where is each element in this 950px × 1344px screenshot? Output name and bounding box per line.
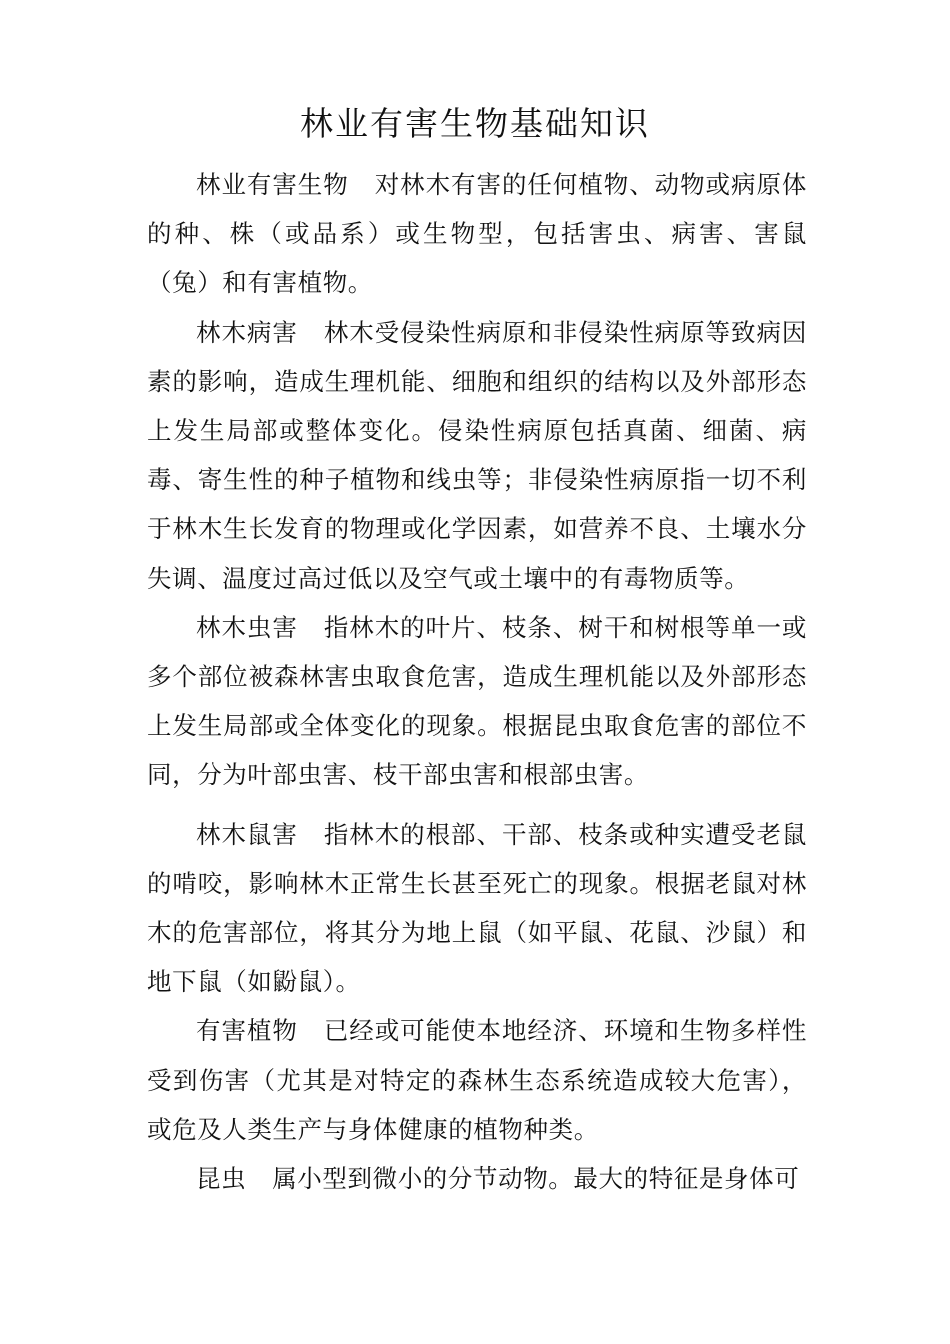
paragraph-harmful-plants [147,1006,807,1154]
definition-insects: 属小型到微小的分节动物。最大的特征是身体可 [272,1164,800,1194]
definition-forestry-pests: 对林木有害的任何植物、动物或病原体的种、株（或品系）或生物型，包括害虫、病害、害鼠（兔）和有害植物。 [147,170,807,298]
document-title: 林业有害生物基础知识 [300,104,650,143]
paragraph-insects [147,1154,807,1203]
document-body [147,160,807,1203]
definition-tree-insect-damage: 指林木的叶片、枝条、树干和树根等单一或多个部位被森林害虫取食危害，造成生理机能以及外部形态上发生局部或全体变化的现象。根据昆虫取食危害的部位不同，分为叶部虫害、枝干部虫害和根部虫害。 [147,612,808,790]
term-forestry-pests: 林业有害生物 [196,170,349,199]
term-insects: 昆虫 [196,1164,247,1194]
paragraph-tree-insect-damage [147,603,807,800]
paragraph-tree-diseases [147,308,807,603]
definition-tree-rodent-damage: 指林木的根部、干部、枝条或种实遭受老鼠的啃咬，影响林木正常生长甚至死亡的现象。根据老鼠对林木的危害部位，将其分为地上鼠（如平鼠、花鼠、沙鼠）和地下鼠（如鼢鼠）。 [147,819,808,997]
term-tree-rodent-damage: 林木鼠害 [196,819,298,849]
term-tree-insect-damage: 林木虫害 [196,612,298,642]
paragraph-tree-rodent-damage [147,810,807,1007]
definition-harmful-plants: 已经或可能使本地经济、环境和生物多样性受到伤害（尤其是对特定的森林生态系统造成较大危害），或危及人类生产与身体健康的植物种类。 [147,1016,808,1144]
term-tree-diseases: 林木病害 [196,317,298,347]
definition-tree-diseases: 林木受侵染性病原和非侵染性病原等致病因素的影响，造成生理机能、细胞和组织的结构以及外部形态上发生局部或整体变化。侵染性病原包括真菌、细菌、病毒、寄生性的种子植物和线虫等；非侵染性病原指一切不利于林木生长发育的物理或化学因素，如营养不良、土壤水分失调、温度过高过低以及空气或土壤中的有毒物质等。 [147,317,808,593]
term-harmful-plants: 有害植物 [196,1016,298,1046]
paragraph-forestry-pests [147,160,807,308]
